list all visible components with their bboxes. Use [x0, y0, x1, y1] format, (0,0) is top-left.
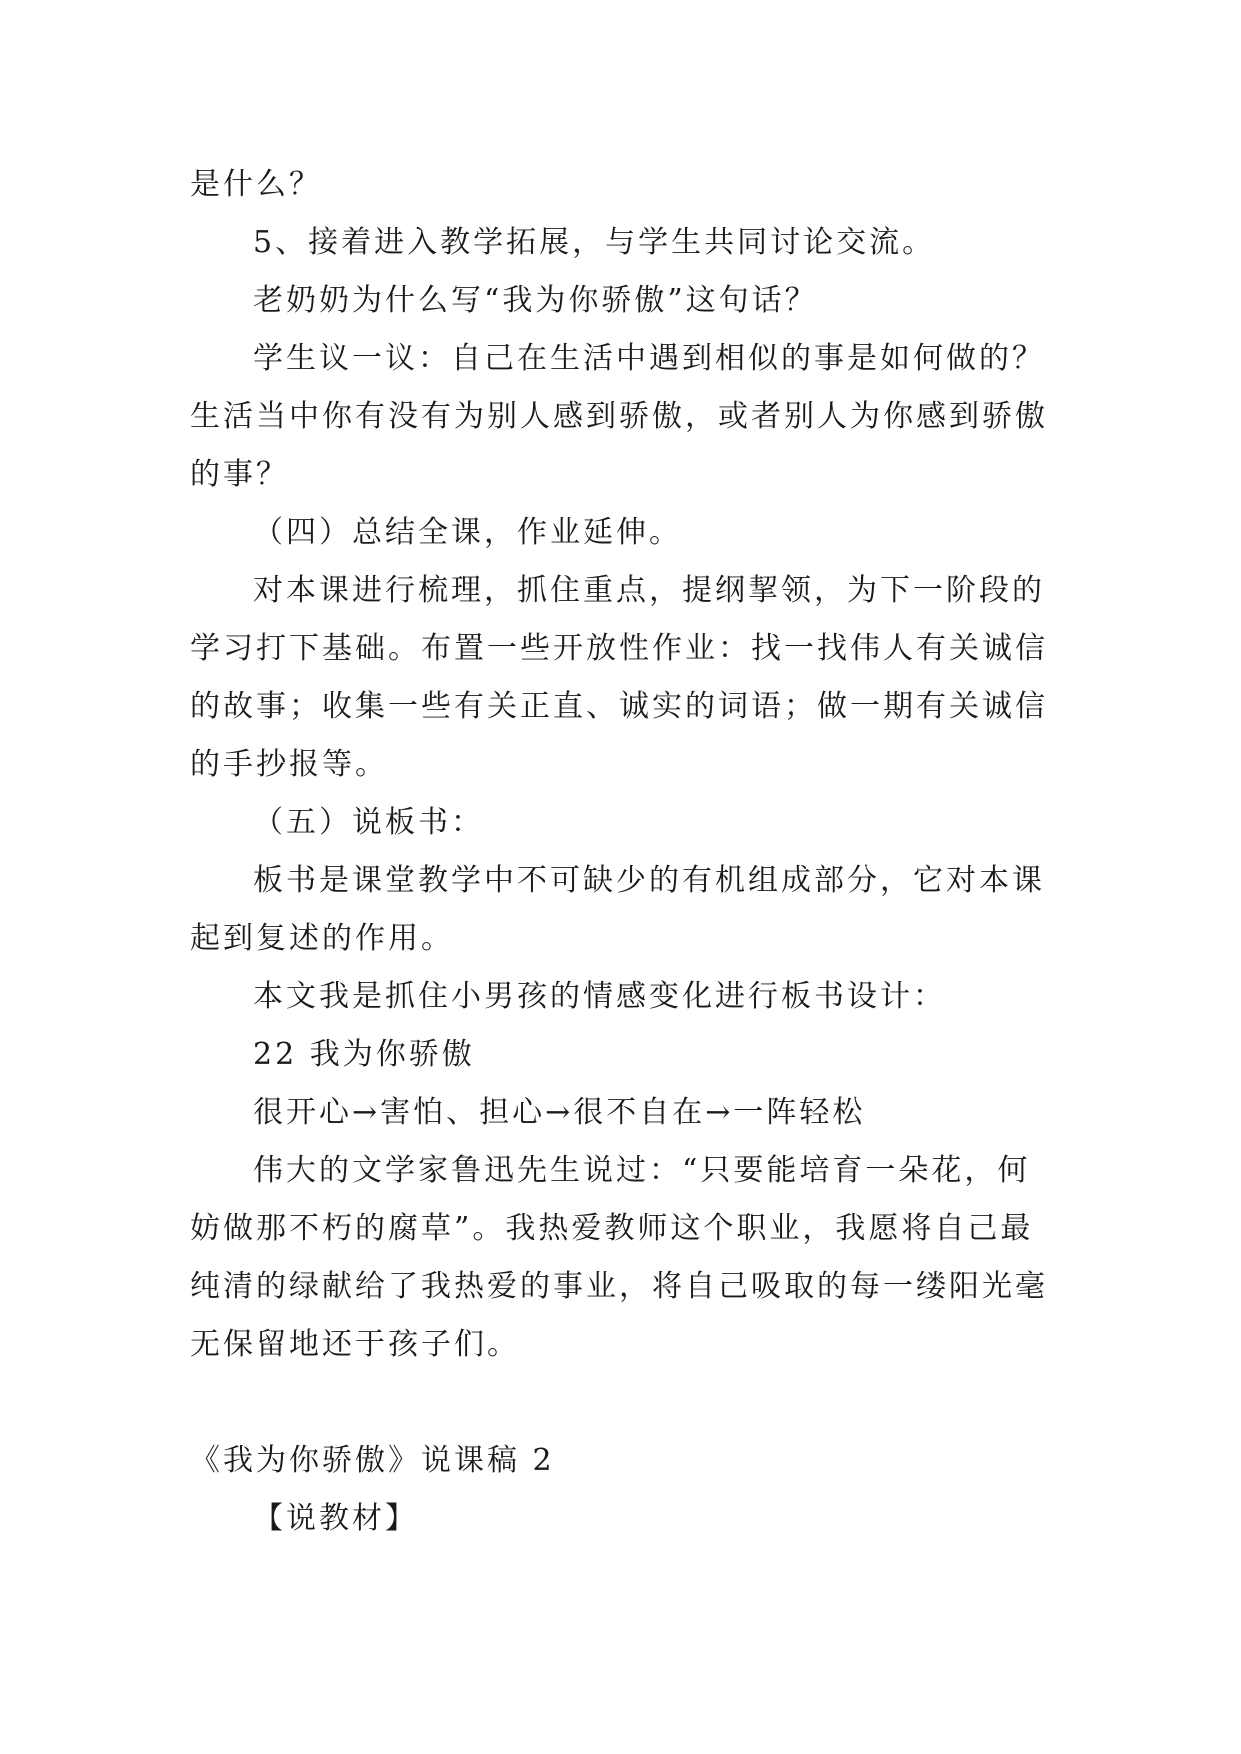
- text-line: 学习打下基础。布置一些开放性作业：找一找伟人有关诚信: [190, 631, 1048, 666]
- board-emotion-flow: 很开心→害怕、担心→很不自在→一阵轻松: [253, 1095, 866, 1130]
- text-line: 板书是课堂教学中不可缺少的有机组成部分，它对本课: [253, 863, 1045, 898]
- subsection-heading: 【说教材】: [253, 1501, 418, 1536]
- text-line: 的事？: [190, 457, 289, 492]
- text-line: 伟大的文学家鲁迅先生说过：“只要能培育一朵花，何: [253, 1153, 1031, 1188]
- text-line: 本文我是抓住小男孩的情感变化进行板书设计：: [253, 979, 946, 1014]
- text-line: 的手抄报等。: [190, 747, 388, 782]
- text-line: 对本课进行梳理，抓住重点，提纲挈领，为下一阶段的: [253, 573, 1045, 608]
- text-line: 学生议一议：自己在生活中遇到相似的事是如何做的？: [253, 341, 1045, 376]
- text-line: 的故事；收集一些有关正直、诚实的词语；做一期有关诚信: [190, 689, 1048, 724]
- section-heading-four: （四）总结全课，作业延伸。: [253, 515, 682, 550]
- text-line: 老奶奶为什么写“我为你骄傲”这句话？: [253, 283, 818, 318]
- board-title: 22 我为你骄傲: [253, 1037, 475, 1072]
- text-line: 纯清的绿献给了我热爱的事业，将自己吸取的每一缕阳光毫: [190, 1269, 1048, 1304]
- text-line: 起到复述的作用。: [190, 921, 454, 956]
- text-line: 无保留地还于孩子们。: [190, 1327, 520, 1362]
- text-line: 5、接着进入教学拓展，与学生共同讨论交流。: [253, 225, 936, 260]
- section-title: 《我为你骄傲》说课稿 2: [190, 1443, 555, 1478]
- document-body: [190, 156, 1052, 1548]
- text-line: 妨做那不朽的腐草”。我热爱教师这个职业，我愿将自己最: [190, 1211, 1034, 1246]
- text-line: 生活当中你有没有为别人感到骄傲，或者别人为你感到骄傲: [190, 399, 1048, 434]
- section-heading-five: （五）说板书：: [253, 805, 484, 840]
- text-line: 是什么？: [190, 167, 322, 202]
- blank-line: [190, 1374, 1052, 1432]
